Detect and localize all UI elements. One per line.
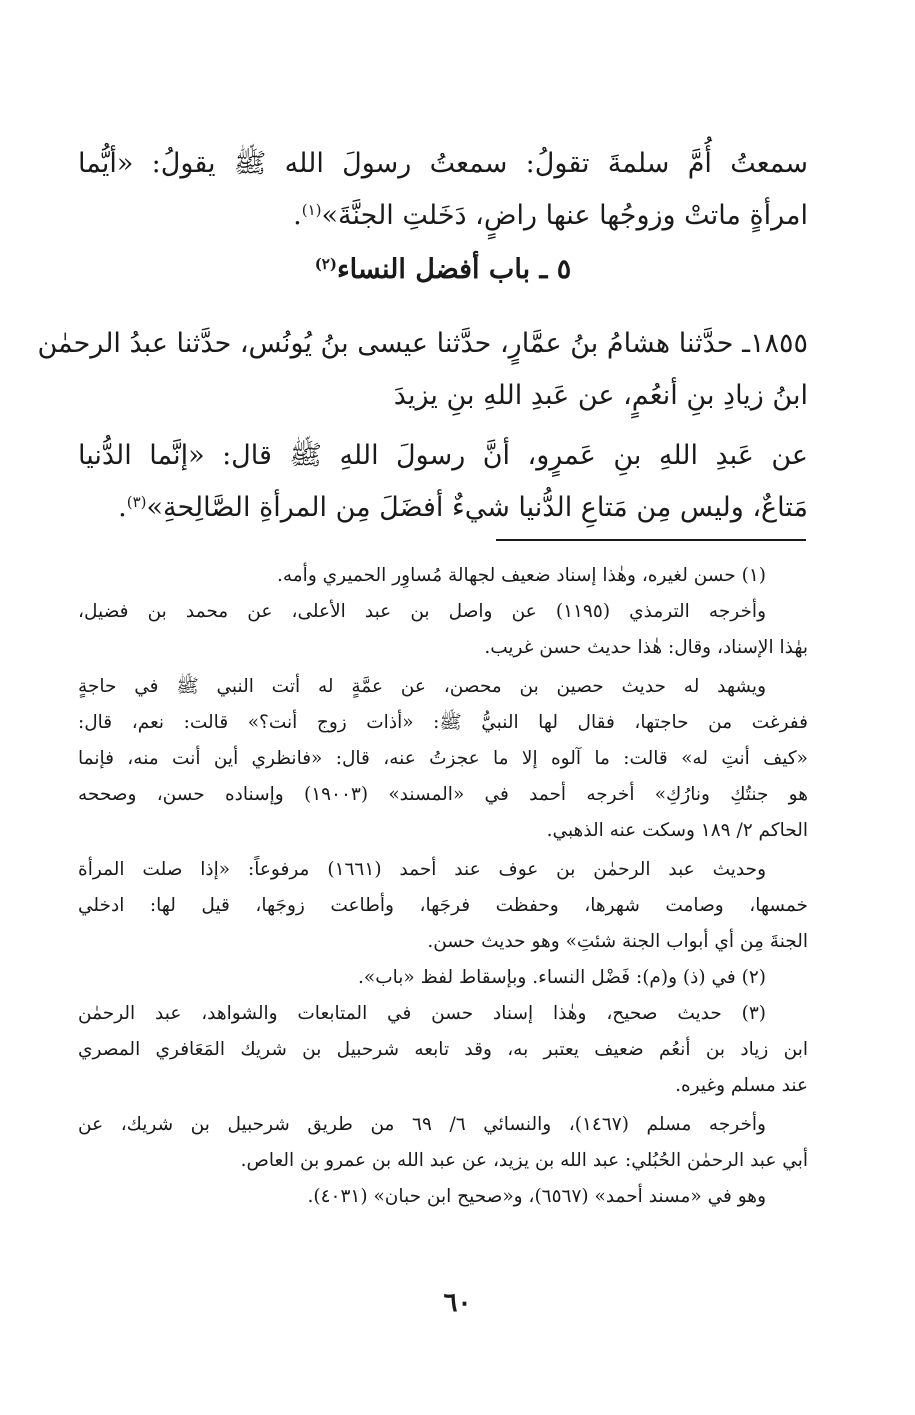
main-line: مَتاعٌ، وليس مِن مَتاعِ الدُّنيا شيءٌ أفضَلَ مِن المرأةِ الصَّالِحةِ»$^{(٣)}$. <box>118 492 808 523</box>
main-line: امرأةٍ ماتتْ وزوجُها عنها راضٍ، دَخَلتِ الجنَّةَ»$^{(١)}$. <box>293 200 808 231</box>
footnote-line: الحاكم ٢/ ١٨٩ وسكت عنه الذهبي. <box>546 820 808 841</box>
footnotes <box>78 558 808 1215</box>
main-line: ١٨٥٥ـ حدَّثنا هشامُ بنُ عمَّارٍ، حدَّثنا عيسى بنُ يُونُس، حدَّثنا عبدُ الرحمٰن <box>37 328 808 359</box>
footnote-ref: (٢) <box>314 255 337 273</box>
footnote-divider <box>496 539 806 541</box>
footnote-line: ابن زياد بن أنعُم ضعيف يعتبر به، وقد تابعه شرحبيل بن شريك المَعَافري المصري <box>78 1039 808 1060</box>
footnote-line: الجنةَ مِن أي أبواب الجنة شئتِ» وهو حديث حسن. <box>427 931 808 952</box>
chapter-heading: ٥ ـ باب أفضل النساء$^{(٢)}$ <box>314 254 572 285</box>
footnote-line: «كيف أنتِ له» قالت: ما آلوه إلا ما عجزتُ عنه، قال: «فانظري أين أنت منه، فإنما <box>78 748 808 769</box>
footnote-line: وهو في «مسند أحمد» (٦٥٦٧)، و«صحيح ابن حبان» (٤٠٣١). <box>307 1186 766 1207</box>
footnote-line: وأخرجه مسلم (١٤٦٧)، والنسائي ٦/ ٦٩ من طريق شرحبيل بن شريك، عن <box>78 1114 766 1135</box>
page-number: ٦٠ <box>443 1288 472 1318</box>
footnote-line: (١) حسن لغيره، وهٰذا إسناد ضعيف لجهالة مُساوِر الحميري وأمه. <box>276 565 766 586</box>
footnote-line: ويشهد له حديث حصين بن محصن، عن عمَّةٍ له أتت النبي ﷺ في حاجةٍ <box>78 676 766 697</box>
footnote-line: ففرغت من حاجتها، فقال لها النبيُّ ﷺ: «أذات زوج أنت؟» قالت: نعم، قال: <box>78 712 808 733</box>
footnote-line: بهٰذا الإسناد، وقال: هٰذا حديث حسن غريب. <box>484 637 808 658</box>
footnote-line: هو جنتُكِ ونارُكِ» أخرجه أحمد في «المسند» (١٩٠٠٣) وإسناده حسن، وصححه <box>78 784 808 805</box>
footnote-line: عند مسلم وغيره. <box>675 1075 808 1096</box>
footnote-line: (٢) في (ذ) و(م): فَضْل النساء. وبإسقاط لفظ «باب». <box>358 967 766 988</box>
footnote-line: وأخرجه الترمذي (١١٩٥) عن واصل بن عبد الأعلى، عن محمد بن فضيل، <box>78 601 767 622</box>
footnote-ref: (٣) <box>126 493 147 511</box>
footnote-line: خمسها، وصامت شهرها، وحفظت فرجَها، وأطاعت زوجَها، قيل لها: ادخلي <box>78 895 808 916</box>
main-line: ابنُ زيادِ بنِ أنعُمٍ، عن عَبدِ اللهِ بنِ يزيدَ <box>393 380 808 411</box>
main-line: سمعتُ أُمَّ سلمةَ تقولُ: سمعتُ رسولَ الله ﷺ يقولُ: «أيُّما <box>78 148 808 179</box>
footnote-ref: (١) <box>301 201 322 219</box>
main-line: عن عَبدِ اللهِ بنِ عَمرٍو، أنَّ رسولَ اللهِ ﷺ قال: «إنَّما الدُّنيا <box>78 440 808 471</box>
footnote-line: أبي عبد الرحمٰن الحُبُلي: عبد الله بن يزيد، عن عبد الله بن عمرو بن العاص. <box>240 1150 808 1171</box>
footnote-line: (٣) حديث صحيح، وهٰذا إسناد حسن في المتابعات والشواهد، عبد الرحمٰن <box>78 1003 766 1024</box>
main-text <box>37 138 808 534</box>
footnote-line: وحديث عبد الرحمٰن بن عوف عند أحمد (١٦٦١) مرفوعاً: «إذا صلت المرأة <box>78 859 766 880</box>
